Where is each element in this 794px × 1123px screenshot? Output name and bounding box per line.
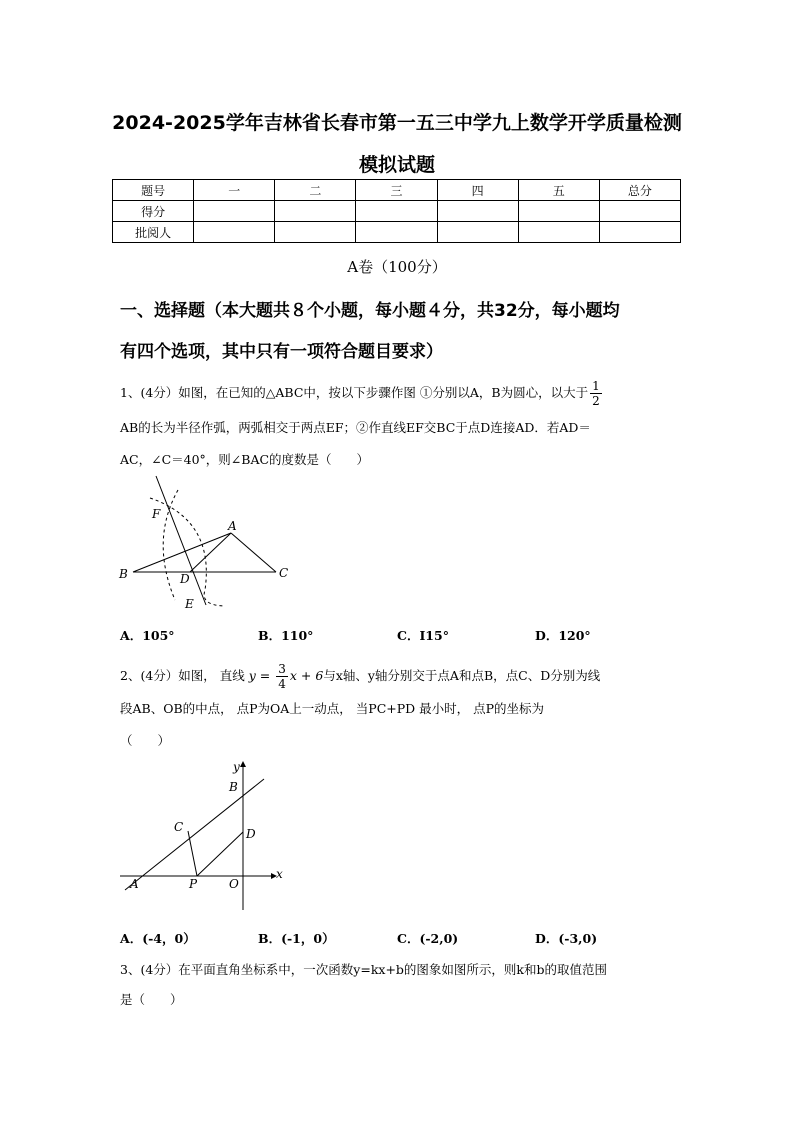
fraction-denominator: 2: [592, 394, 600, 408]
part-heading-line-2: 有四个选项，其中只有一项符合题目要求）: [120, 342, 443, 362]
segment-pd: [197, 832, 243, 876]
table-header-cell: 总分: [599, 180, 680, 201]
q1-option-b: B．110°: [258, 628, 314, 643]
q2-option-a: A．(-4，0）: [120, 931, 196, 946]
table-header-cell: 四: [437, 180, 518, 201]
label-a: A: [228, 519, 237, 533]
q2-text-a: 2、(4分）如图， 直线: [120, 668, 245, 683]
section-title: A卷（100分）: [347, 258, 447, 276]
q2-option-b: B．(-1，0）: [258, 931, 335, 946]
label-d: D: [246, 827, 256, 841]
eq-rest: x + 6: [289, 668, 324, 683]
row-label: 批阅人: [113, 222, 194, 243]
table-header-cell: 三: [356, 180, 437, 201]
q2-option-c: C．(-2,0): [397, 931, 459, 946]
eq-equals: =: [255, 668, 275, 683]
q2-line-2: 段AB、OB的中点， 点P为OA上一动点， 当PC+PD 最小时， 点P的坐标为: [120, 701, 545, 716]
q3-line-2: 是（ ）: [120, 992, 183, 1007]
table-header-cell: 五: [518, 180, 599, 201]
eq-y: y: [248, 668, 256, 683]
label-b: B: [229, 780, 238, 794]
label-p: P: [189, 877, 198, 891]
row-label: 得分: [113, 201, 194, 222]
label-c: C: [174, 820, 184, 834]
label-y: y: [233, 760, 240, 774]
q2-line-3: （ ）: [120, 733, 171, 748]
label-o: O: [229, 877, 239, 891]
q1-option-c: C．I15°: [397, 628, 449, 643]
title-line-2: 模拟试题: [358, 154, 435, 176]
table-header-cell: 二: [275, 180, 356, 201]
fraction-numerator: 3: [278, 662, 286, 676]
label-b: B: [119, 567, 128, 581]
q1-text: 1、(4分）如图，在已知的△ABC中，按以下步骤作图 ①分别以A，B为圆心，以大于: [120, 385, 589, 400]
label-f: F: [152, 507, 161, 521]
table-header-cell: 题号: [113, 180, 194, 201]
q2-text-b: 与x轴、y轴分别交于点A和点B，点C、D分别为线: [323, 668, 601, 683]
segment-cp: [188, 831, 197, 876]
q3-line-1: 3、(4分）在平面直角坐标系中，一次函数y=kx+b的图象如图所示，则k和b的取值范围: [120, 962, 607, 977]
label-d: D: [180, 572, 190, 586]
part-heading-line-1: 一、选择题（本大题共８个小题，每小题４分，共32分，每小题均: [120, 301, 620, 321]
table-header-cell: 一: [194, 180, 275, 201]
label-x: x: [276, 867, 283, 881]
fraction-numerator: 1: [592, 379, 600, 393]
q1-line-2: AB的长为半径作弧，两弧相交于两点EF；②作直线EF交BC于点D连接AD．若AD＝: [120, 420, 591, 435]
q1-option-d: D．120°: [535, 628, 591, 643]
label-c: C: [279, 566, 289, 580]
q2-option-d: D．(-3,0): [535, 931, 598, 946]
label-a: A: [130, 877, 139, 891]
q1-line-3: AC，∠C＝40°，则∠BAC的度数是（ ）: [120, 452, 370, 467]
label-e: E: [185, 597, 194, 611]
q1-option-a: A．105°: [120, 628, 175, 643]
title-line-1: 2024-2025学年吉林省长春市第一五三中学九上数学开学质量检测: [112, 112, 682, 134]
fraction-denominator: 4: [278, 677, 286, 691]
